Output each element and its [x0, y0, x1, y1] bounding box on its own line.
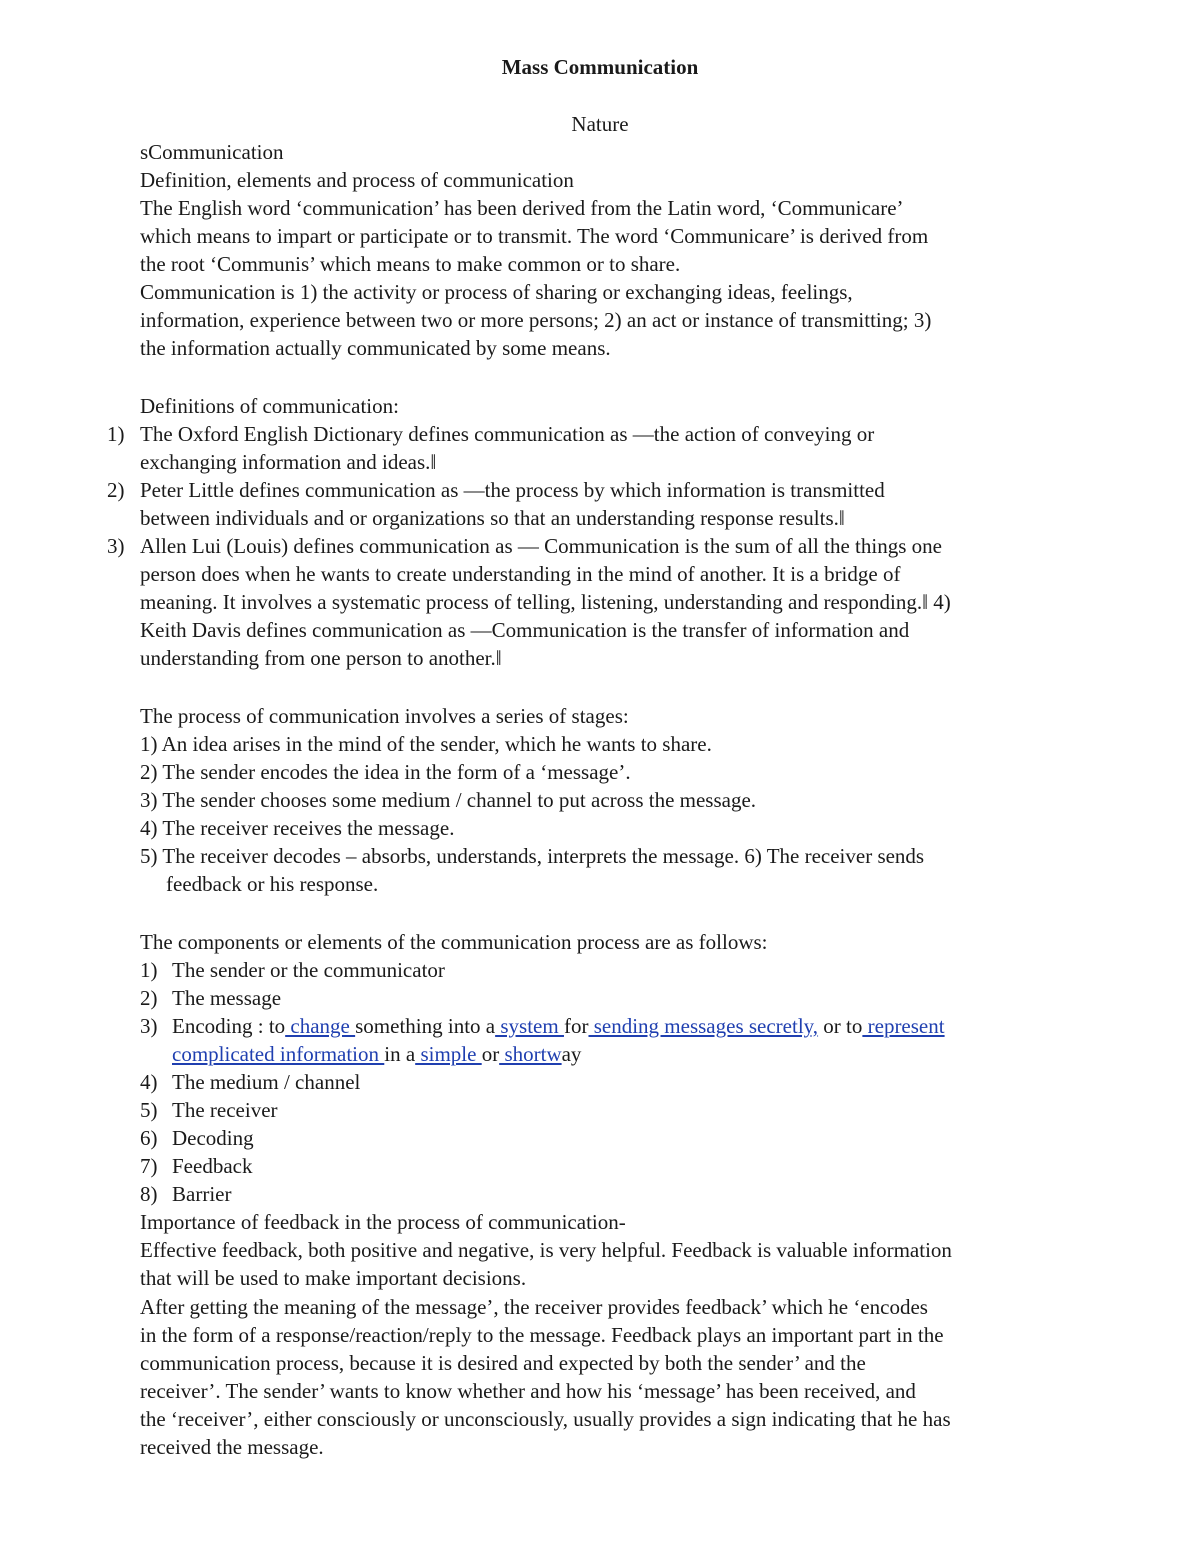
link-represent[interactable]: represent	[862, 1014, 945, 1038]
definitions-heading: Definitions of communication:	[140, 394, 399, 418]
list-number: 3)	[107, 534, 125, 558]
process-step: 4) The receiver receives the message.	[140, 816, 455, 840]
paragraph-line: the ‘receiver’, either consciously or unconsciously, usually provides a sign indicating that he has	[140, 1407, 951, 1431]
text-run: or to	[818, 1014, 863, 1038]
paragraph-line: the root ‘Communis’ which means to make common or to share.	[140, 252, 681, 276]
link-simple[interactable]: simple	[415, 1042, 482, 1066]
list-item-line: Keith Davis defines communication as —Communication is the transfer of information and	[140, 618, 910, 642]
process-step: 5) The receiver decodes – absorbs, understands, interprets the message. 6) The receiver sends	[140, 844, 925, 868]
list-item: Decoding	[172, 1126, 254, 1150]
link-short-way[interactable]: shortw	[499, 1042, 562, 1066]
document-title: Mass Communication	[501, 55, 699, 79]
text-run: Encoding : to	[172, 1014, 286, 1038]
paragraph-line: The English word ‘communication’ has been derived from the Latin word, ‘Communicare’	[140, 196, 904, 220]
list-item-line: meaning. It involves a systematic process of telling, listening, understanding and responding.‖ 4)	[140, 590, 951, 614]
process-heading: The process of communication involves a series of stages:	[140, 704, 629, 728]
link-sending-messages-secretly[interactable]: sending messages secretly,	[588, 1014, 819, 1038]
list-item: Barrier	[172, 1182, 232, 1206]
list-item: The receiver	[172, 1098, 278, 1122]
text-run: something into a	[355, 1014, 496, 1038]
paragraph-line: received the message.	[140, 1435, 324, 1459]
process-step: feedback or his response.	[166, 872, 379, 896]
document-subtitle: Nature	[571, 112, 629, 136]
feedback-heading: Importance of feedback in the process of communication-	[140, 1210, 626, 1234]
paragraph-line: information, experience between two or more persons; 2) an act or instance of transmitting; 3)	[140, 308, 932, 332]
list-item-line: Peter Little defines communication as —the process by which information is transmitted	[140, 478, 885, 502]
list-item-line: between individuals and or organizations so that an understanding response results.‖	[140, 506, 845, 530]
list-item: The sender or the communicator	[172, 958, 445, 982]
list-item: Feedback	[172, 1154, 253, 1178]
paragraph-line: Effective feedback, both positive and negative, is very helpful. Feedback is valuable information	[140, 1238, 952, 1262]
text-run: in a	[384, 1042, 416, 1066]
paragraph-line: which means to impart or participate or to transmit. The word ‘Communicare’ is derived from	[140, 224, 929, 248]
paragraph-line: the information actually communicated by some means.	[140, 336, 611, 360]
list-number: 2)	[140, 986, 158, 1010]
paragraph-line: After getting the meaning of the message’, the receiver provides feedback’ which he ‘encodes	[140, 1295, 928, 1319]
paragraph-line: that will be used to make important decisions.	[140, 1266, 527, 1290]
list-number: 1)	[107, 422, 125, 446]
list-item-line: Allen Lui (Louis) defines communication as — Communication is the sum of all the things one	[140, 534, 942, 558]
list-number: 6)	[140, 1126, 158, 1150]
link-change[interactable]: change	[285, 1014, 356, 1038]
text-run: for	[563, 1014, 589, 1038]
paragraph-line: in the form of a response/reaction/reply to the message. Feedback plays an important part in the	[140, 1323, 944, 1347]
process-step: 3) The sender chooses some medium / channel to put across the message.	[140, 788, 757, 812]
list-number: 8)	[140, 1182, 158, 1206]
section-heading: sCommunication	[140, 140, 284, 164]
list-number: 5)	[140, 1098, 158, 1122]
paragraph-line: receiver’. The sender’ wants to know whether and how his ‘message’ has been received, and	[140, 1379, 916, 1403]
process-step: 2) The sender encodes the idea in the form of a ‘message’.	[140, 760, 631, 784]
paragraph-line: Communication is 1) the activity or process of sharing or exchanging ideas, feelings,	[140, 280, 853, 304]
list-number: 2)	[107, 478, 125, 502]
list-item: The medium / channel	[172, 1070, 361, 1094]
process-step: 1) An idea arises in the mind of the sender, which he wants to share.	[140, 732, 712, 756]
list-item-line: understanding from one person to another.‖	[140, 646, 502, 670]
components-heading: The components or elements of the communication process are as follows:	[140, 930, 768, 954]
text-run: or	[481, 1042, 500, 1066]
list-number: 7)	[140, 1154, 158, 1178]
list-number: 4)	[140, 1070, 158, 1094]
list-item-line: The Oxford English Dictionary defines communication as —the action of conveying or	[140, 422, 875, 446]
text-run: ay	[561, 1042, 582, 1066]
link-complicated-information[interactable]: complicated information	[172, 1042, 385, 1066]
list-item-line: person does when he wants to create understanding in the mind of another. It is a bridge of	[140, 562, 901, 586]
list-item: The message	[172, 986, 282, 1010]
section-subheading: Definition, elements and process of communication	[140, 168, 574, 192]
list-number: 3)	[140, 1014, 158, 1038]
list-number: 1)	[140, 958, 158, 982]
encoding-line-2	[172, 1040, 581, 1068]
encoding-line-1	[172, 1012, 945, 1040]
link-system[interactable]: system	[495, 1014, 564, 1038]
paragraph-line: communication process, because it is desired and expected by both the sender’ and the	[140, 1351, 866, 1375]
list-item-line: exchanging information and ideas.‖	[140, 450, 437, 474]
